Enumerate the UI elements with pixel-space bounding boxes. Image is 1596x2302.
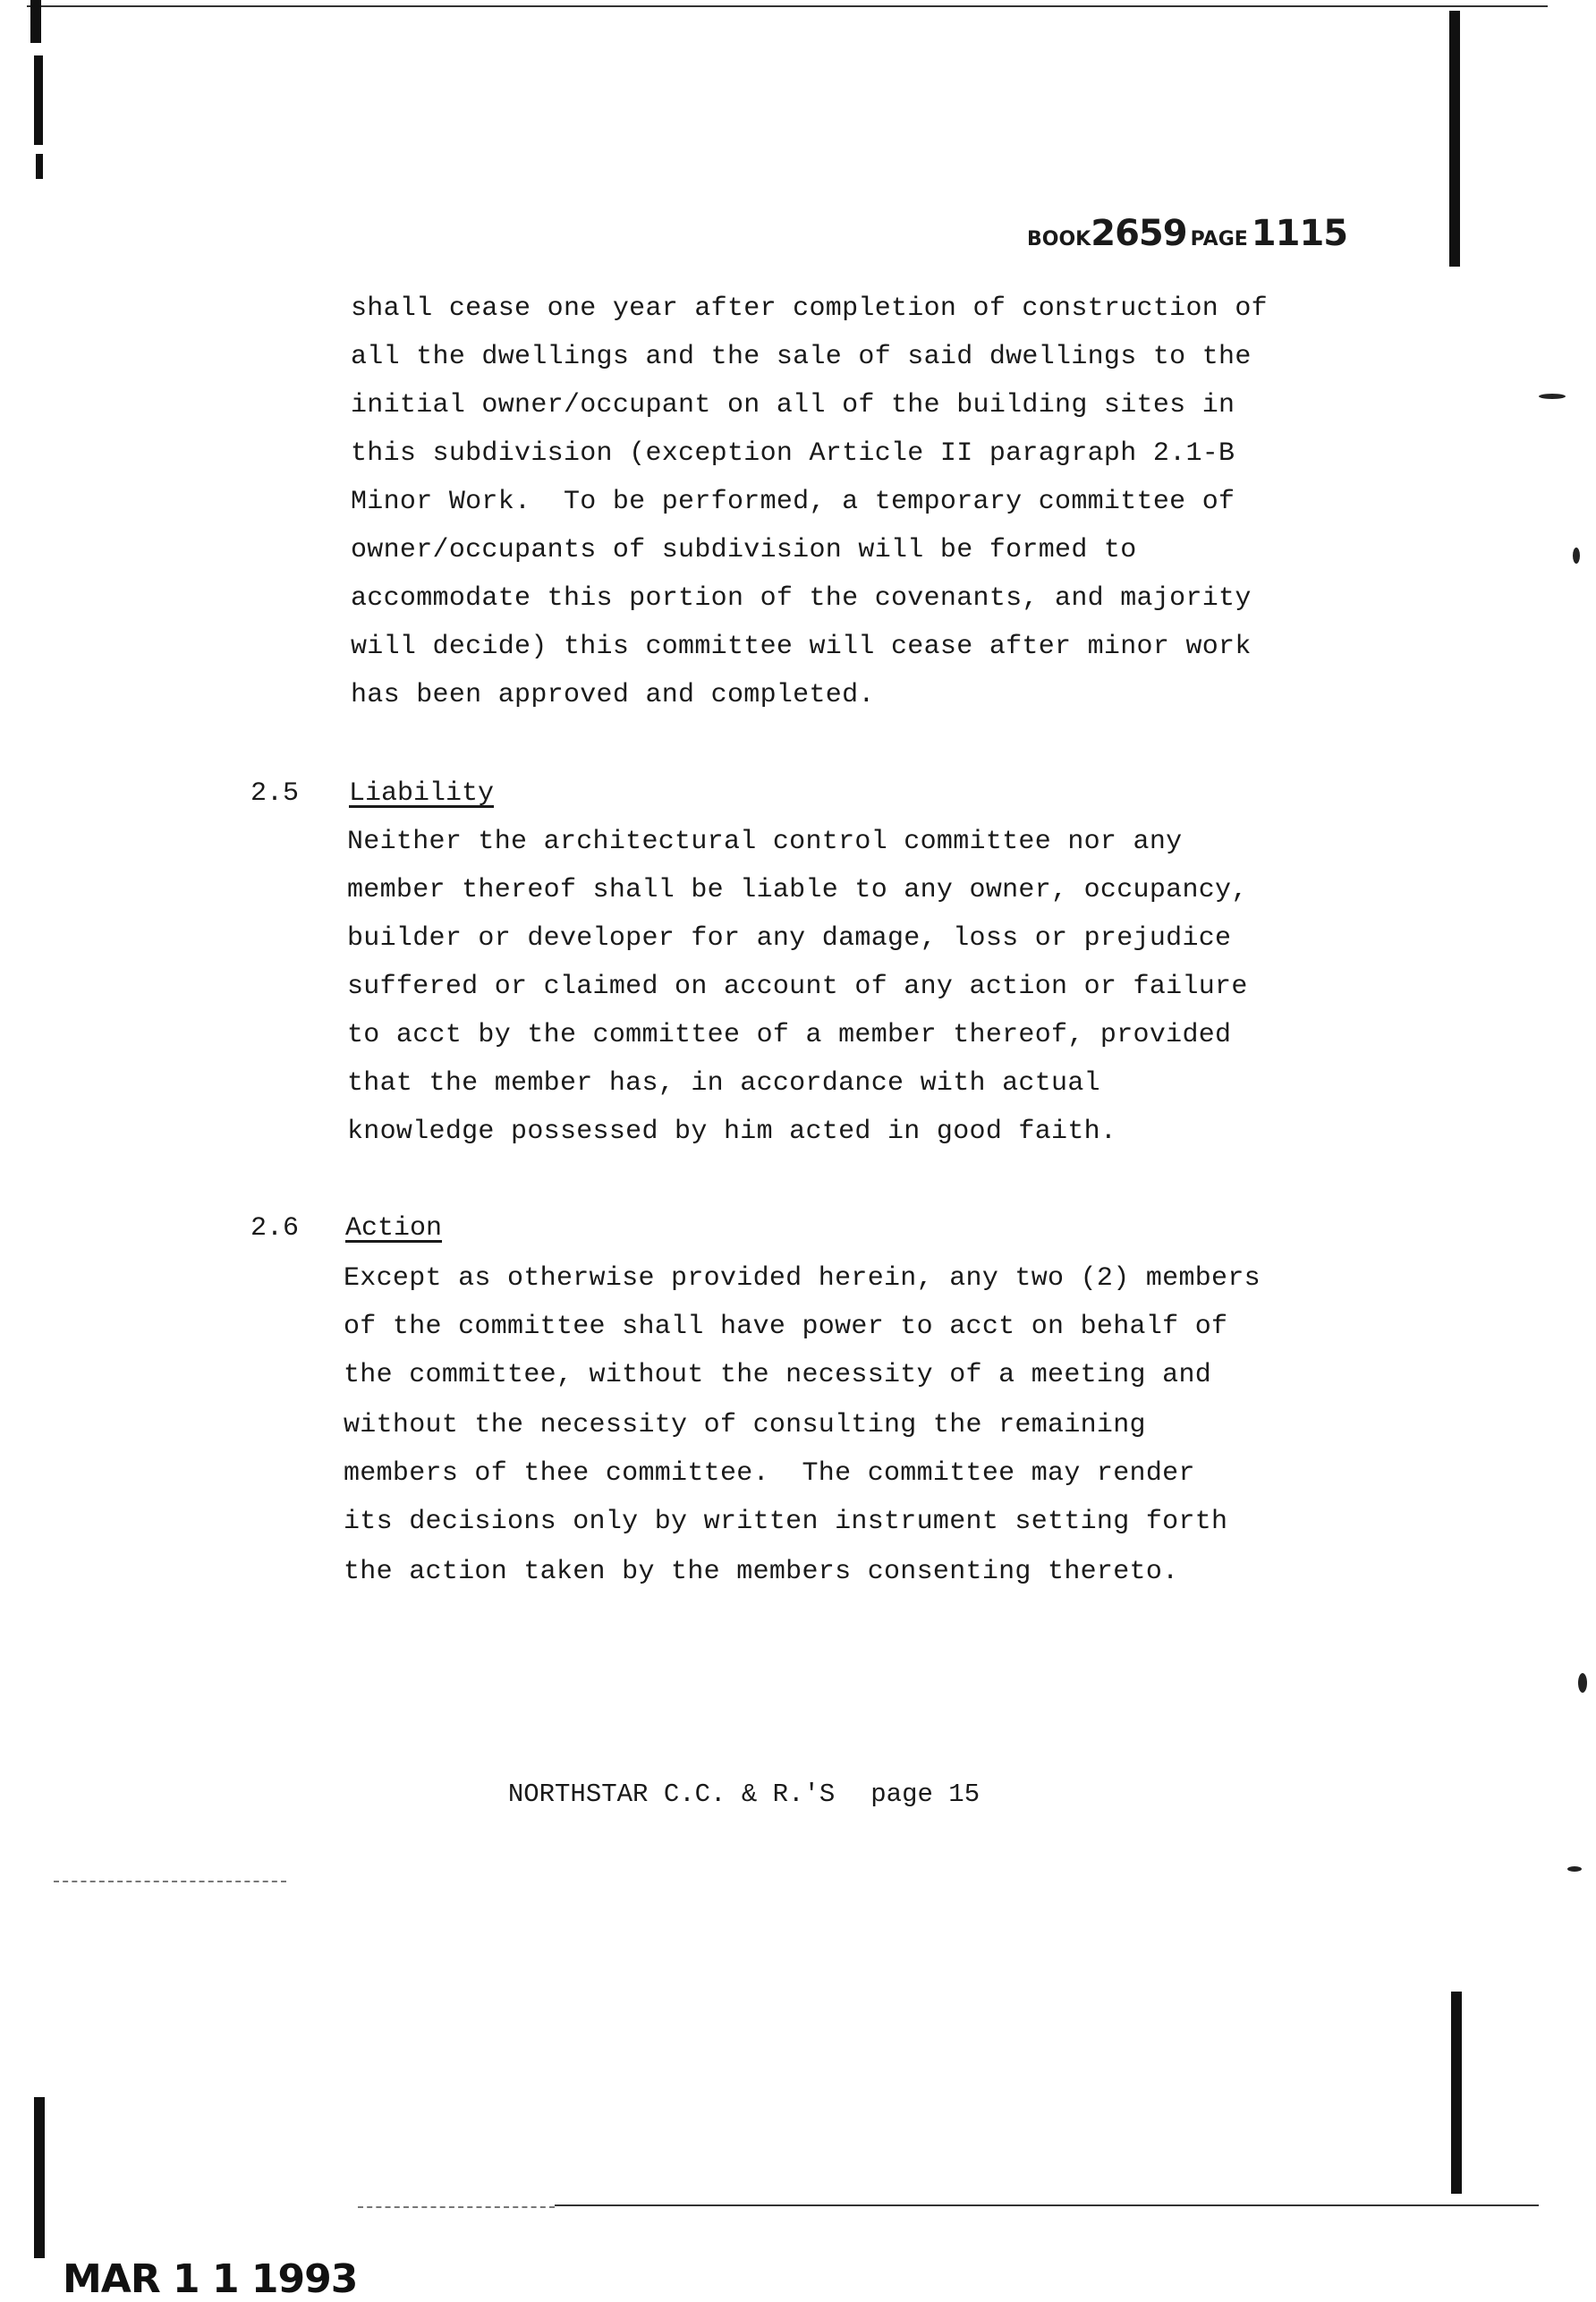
intro-line: this subdivision (exception Article II paragraph 2.1-B xyxy=(351,438,1235,469)
section-number: 2.5 xyxy=(250,778,300,809)
scan-speck xyxy=(1578,1673,1587,1693)
section-line: member thereof shall be liable to any owner, occupancy, xyxy=(347,875,1248,905)
ref-book-number: 2659 xyxy=(1091,213,1187,254)
section-line: knowledge possessed by him acted in good faith. xyxy=(347,1117,1117,1147)
intro-line: shall cease one year after completion of construction of xyxy=(351,293,1268,324)
scan-speck xyxy=(1539,394,1566,399)
section-line: the committee, without the necessity of a meeting and xyxy=(344,1360,1212,1390)
left-scan-bar-bottom xyxy=(34,2097,45,2258)
left-margin-dash xyxy=(54,1881,286,1882)
footer-page-number: page 15 xyxy=(870,1780,981,1809)
section-heading: Action xyxy=(345,1213,443,1244)
section-line: its decisions only by written instrument setting forth xyxy=(344,1507,1228,1537)
section-line: Neither the architectural control committee nor any xyxy=(347,827,1183,857)
intro-line: Minor Work. To be performed, a temporary committee of xyxy=(351,487,1235,517)
section-line: the action taken by the members consenting thereto. xyxy=(344,1557,1179,1587)
section-line: without the necessity of consulting the remaining xyxy=(344,1410,1146,1440)
section-line: builder or developer for any damage, loss or prejudice xyxy=(347,923,1232,954)
left-scan-bar-1 xyxy=(30,0,41,43)
section-line: that the member has, in accordance with actual xyxy=(347,1068,1100,1099)
section-line: members of thee committee. The committee may render xyxy=(344,1458,1195,1489)
scan-speck xyxy=(1573,548,1580,564)
ref-page-label: PAGE xyxy=(1190,228,1248,251)
section-line: suffered or claimed on account of any action or failure xyxy=(347,972,1248,1002)
section-heading: Liability xyxy=(349,778,495,809)
right-scan-bar-bottom xyxy=(1451,1992,1462,2194)
recording-reference xyxy=(1027,213,1347,254)
section-number: 2.6 xyxy=(250,1213,300,1244)
intro-line: has been approved and completed. xyxy=(351,680,875,710)
top-scan-rule xyxy=(27,5,1548,7)
scan-speck xyxy=(1567,1866,1582,1872)
footer-document-name: NORTHSTAR C.C. & R.'S xyxy=(507,1780,836,1809)
section-line: of the committee shall have power to acct on behalf of xyxy=(344,1312,1228,1342)
section-line: Except as otherwise provided herein, any two (2) members xyxy=(344,1263,1261,1294)
filing-date-stamp: MAR 1 1 1993 xyxy=(63,2256,358,2302)
right-scan-bar-top xyxy=(1449,11,1460,267)
left-scan-bar-2 xyxy=(34,55,43,145)
bottom-scan-rule xyxy=(555,2204,1539,2206)
page-footer xyxy=(477,1750,980,1809)
intro-line: accommodate this portion of the covenants, and majority xyxy=(351,583,1252,614)
left-scan-bar-3 xyxy=(36,154,43,179)
ref-page-number: 1115 xyxy=(1251,213,1348,254)
intro-line: will decide) this committee will cease after minor work xyxy=(351,632,1252,662)
intro-line: owner/occupants of subdivision will be formed to xyxy=(351,535,1137,565)
intro-line: initial owner/occupant on all of the building sites in xyxy=(351,390,1235,420)
section-line: to acct by the committee of a member thereof, provided xyxy=(347,1020,1232,1050)
intro-line: all the dwellings and the sale of said dwellings to the xyxy=(351,342,1252,372)
ref-book-label: BOOK xyxy=(1027,228,1091,251)
bottom-scan-dash xyxy=(358,2206,555,2208)
